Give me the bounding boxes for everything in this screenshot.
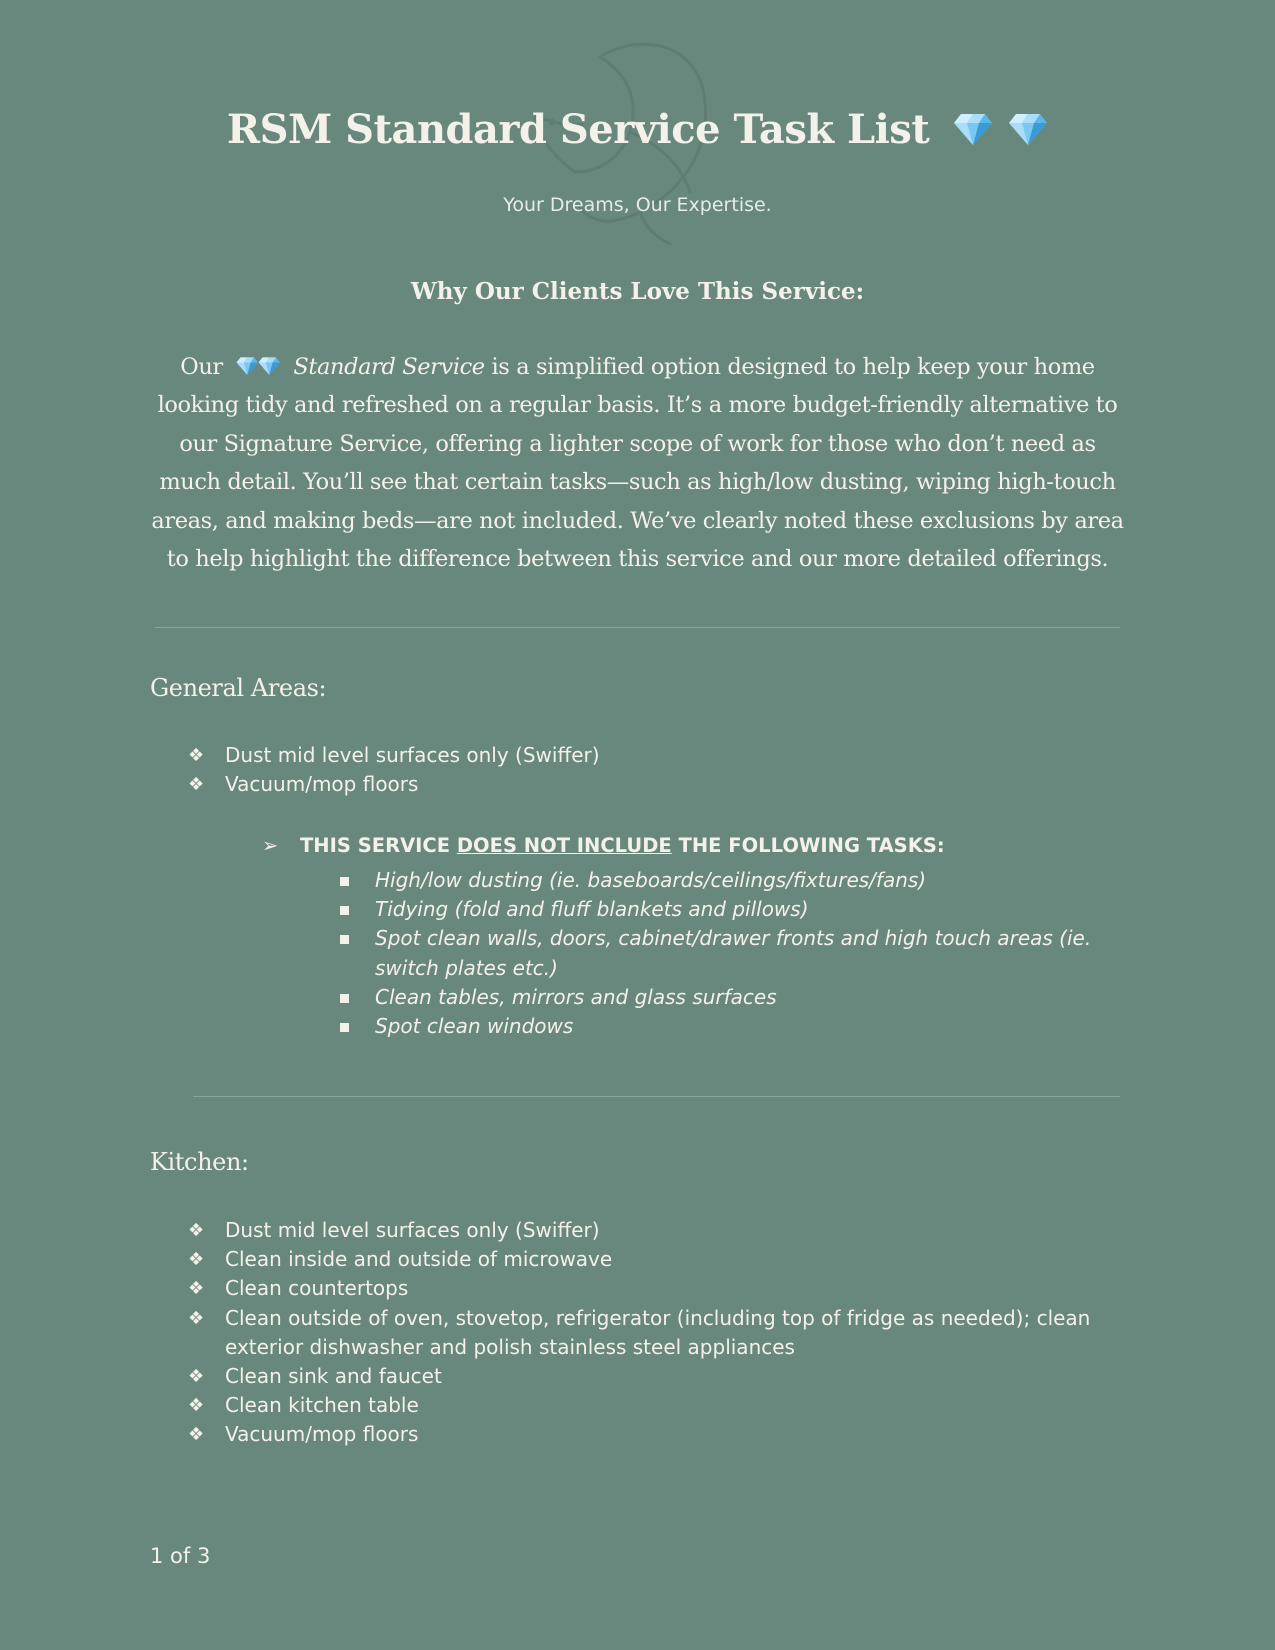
list-item (338, 866, 1128, 895)
section-divider (155, 627, 1120, 628)
intro-paragraph (148, 348, 1127, 578)
list-item (188, 741, 1118, 770)
list-item-text: High/low dusting (ie. baseboards/ceilings/fixtures/fans) (375, 868, 927, 892)
list-item (188, 1216, 1118, 1245)
exclusion-heading (262, 834, 945, 857)
title-text: RSM Standard Service Task List (226, 106, 930, 153)
intro-heading: Why Our Clients Love This Service: (410, 278, 865, 305)
section-divider (193, 1096, 1120, 1097)
square-bullet-icon (340, 877, 349, 886)
list-item (188, 1362, 1118, 1391)
general-areas-list (188, 741, 1118, 799)
list-item-text: Clean tables, mirrors and glass surfaces (375, 984, 777, 1009)
arrow-bullet-icon: ➢ (262, 834, 279, 857)
list-item-text: Clean kitchen table (225, 1393, 419, 1418)
list-item (188, 770, 1118, 799)
list-item (338, 924, 1128, 982)
gem-stone-icon (953, 108, 993, 148)
list-item (188, 1420, 1118, 1449)
list-item-text: Vacuum/mop floors (225, 1422, 419, 1447)
list-item (338, 983, 1128, 1012)
excluded-tasks-list (338, 866, 1128, 1041)
tagline: Your Dreams, Our Expertise. (503, 194, 772, 216)
kitchen-list (188, 1216, 1118, 1450)
square-bullet-icon (340, 935, 349, 944)
service-name: Standard Service (293, 354, 485, 380)
diamond-bullet-icon: ❖ (188, 745, 205, 766)
list-item-text: Clean outside of oven, stovetop, refrigerator (including top of fridge as needed); clean exterior dishwasher and polish stainless steel appliances (225, 1305, 1091, 1359)
square-bullet-icon (340, 906, 349, 915)
list-item-text: Spot clean walls, doors, cabinet/drawer fronts and high touch areas (ie. switch plates etc.) (375, 926, 1092, 980)
square-bullet-icon (340, 994, 349, 1003)
diamond-bullet-icon: ❖ (188, 1366, 205, 1388)
kitchen-heading: Kitchen: (150, 1148, 249, 1176)
list-item-text: Clean inside and outside of microwave (225, 1247, 613, 1272)
list-item (188, 1304, 1118, 1362)
list-item-text: Clean countertops (225, 1276, 409, 1301)
diamond-bullet-icon: ❖ (188, 1220, 205, 1241)
intro-body: is a simplified option designed to help keep your home looking tidy and refreshed on a regular basis. It’s a more budget-friendly alternative to our Signature Service, offering a lighter scope of work for those who don’t need as much detail. You’ll see that certain tasks—such as high/low dusting, wiping high-touch areas, and making beds—are not included. We’ve clearly noted these exclusions by area to help highlight the difference between this service and our more detailed offerings. (151, 354, 1124, 573)
gem-stone-icon (236, 354, 259, 377)
exclusion-prefix: THIS SERVICE (300, 834, 451, 857)
list-item-text: Spot clean windows (375, 1014, 574, 1039)
square-bullet-icon (340, 1023, 349, 1032)
list-item (188, 1391, 1118, 1420)
list-item-text: Clean sink and faucet (225, 1364, 442, 1389)
list-item (338, 1012, 1128, 1041)
diamond-bullet-icon: ❖ (188, 1278, 205, 1300)
intro-lead: Our (180, 354, 223, 380)
diamond-bullet-icon: ❖ (188, 1424, 205, 1446)
diamond-bullet-icon: ❖ (188, 1395, 205, 1417)
list-item (188, 1274, 1118, 1303)
page-number: 1 of 3 (150, 1544, 211, 1568)
list-item-text: Dust mid level surfaces only (Swiffer) (225, 743, 600, 767)
list-item (188, 1245, 1118, 1274)
list-item (338, 895, 1128, 924)
diamond-bullet-icon: ❖ (188, 774, 205, 796)
exclusion-suffix: THE FOLLOWING TASKS: (678, 834, 945, 857)
list-item-text: Dust mid level surfaces only (Swiffer) (225, 1218, 600, 1242)
gem-stone-icon (258, 354, 281, 377)
list-item-text: Vacuum/mop floors (225, 772, 419, 797)
page-title (0, 106, 1275, 153)
diamond-bullet-icon: ❖ (188, 1249, 205, 1271)
general-areas-heading: General Areas: (150, 674, 327, 702)
list-item-text: Tidying (fold and fluff blankets and pillows) (375, 897, 809, 922)
diamond-bullet-icon: ❖ (188, 1307, 205, 1329)
exclusion-emphasis: DOES NOT INCLUDE (456, 834, 672, 857)
gem-stone-icon (1008, 108, 1048, 148)
